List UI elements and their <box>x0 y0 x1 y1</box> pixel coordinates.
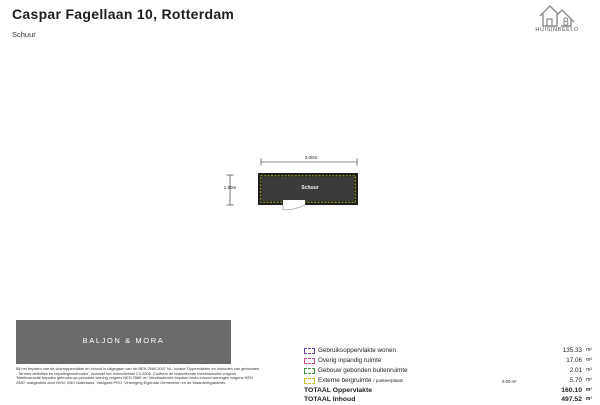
area-legend <box>304 347 592 405</box>
legend-label <box>318 377 403 384</box>
legend-value: 5.70 <box>569 377 582 384</box>
width-dimension-label: 3.00m <box>304 155 318 160</box>
total-row <box>304 387 592 396</box>
legend-label: Overig inpandig ruimte <box>318 357 382 364</box>
legend-label-main: Externe bergruimte <box>318 377 372 384</box>
legend-row <box>304 347 592 357</box>
total-value: 497.52 <box>561 396 582 403</box>
floor-subtitle: Schuur <box>12 30 36 39</box>
total-unit: m² <box>585 387 592 393</box>
total-unit: m³ <box>585 396 592 402</box>
legend-label: Gebouw gebonden buitenruimte <box>318 367 408 374</box>
legend-row <box>304 357 592 367</box>
legend-value: 135.33 <box>562 347 582 354</box>
legend-unit: m² <box>586 347 592 353</box>
legend-value: 2.01 <box>569 367 582 374</box>
total-row <box>304 396 592 405</box>
legend-sublabel: / parkeerplaats <box>373 378 404 383</box>
legend-extra-value: 0.00 m² <box>502 379 517 384</box>
legend-row <box>304 367 592 377</box>
legend-swatch <box>304 378 315 384</box>
legend-swatch <box>304 368 315 374</box>
total-label: TOTAAL Oppervlakte <box>304 387 372 394</box>
legend-row <box>304 377 592 387</box>
total-value: 160.10 <box>561 387 582 394</box>
room-label: Schuur <box>301 185 319 191</box>
page-title: Caspar Fagellaan 10, Rotterdam <box>12 6 235 22</box>
legend-unit: m² <box>586 377 592 383</box>
legend-swatch <box>304 358 315 364</box>
room-schuur <box>258 173 358 210</box>
legend-unit: m² <box>586 357 592 363</box>
legend-value: 17.06 <box>566 357 582 364</box>
logo-wordmark: HUISINBEELD <box>535 27 579 33</box>
total-label: TOTAAL Inhoud <box>304 396 356 403</box>
legend-unit: m² <box>586 367 592 373</box>
legend-label: Gebruiksoppervlakte wonen <box>318 347 397 354</box>
legend-swatch <box>304 348 315 354</box>
brand-name: BALJON & MORA <box>82 336 165 345</box>
height-dimension-label: 1.90m <box>223 185 237 190</box>
measurement-disclaimer: Bij het bepalen van de vloeroppervlakte en inhoud is uitgegaan van de NEN 2580:2007 NL, inzake 'Oppervlakten en inhouden van gebouwen - Termen definities en bepalingsmethoden', inclusief het correctieblad C1:2008. Conform de branchbrede meetinstructie volgens 'Meetinstructie bepalen gebruiks-op-pervlakte woning volgens NEN 2580' en 'Meetinstructie bepalen bruto-inhoud woningen volgens NEN 2580' vastgesteld door NVM, VBO Makelaars, Vastgoed PRO, Vereniging Eigenaar Gemeenten en de Waarderingskamer. <box>16 366 260 385</box>
